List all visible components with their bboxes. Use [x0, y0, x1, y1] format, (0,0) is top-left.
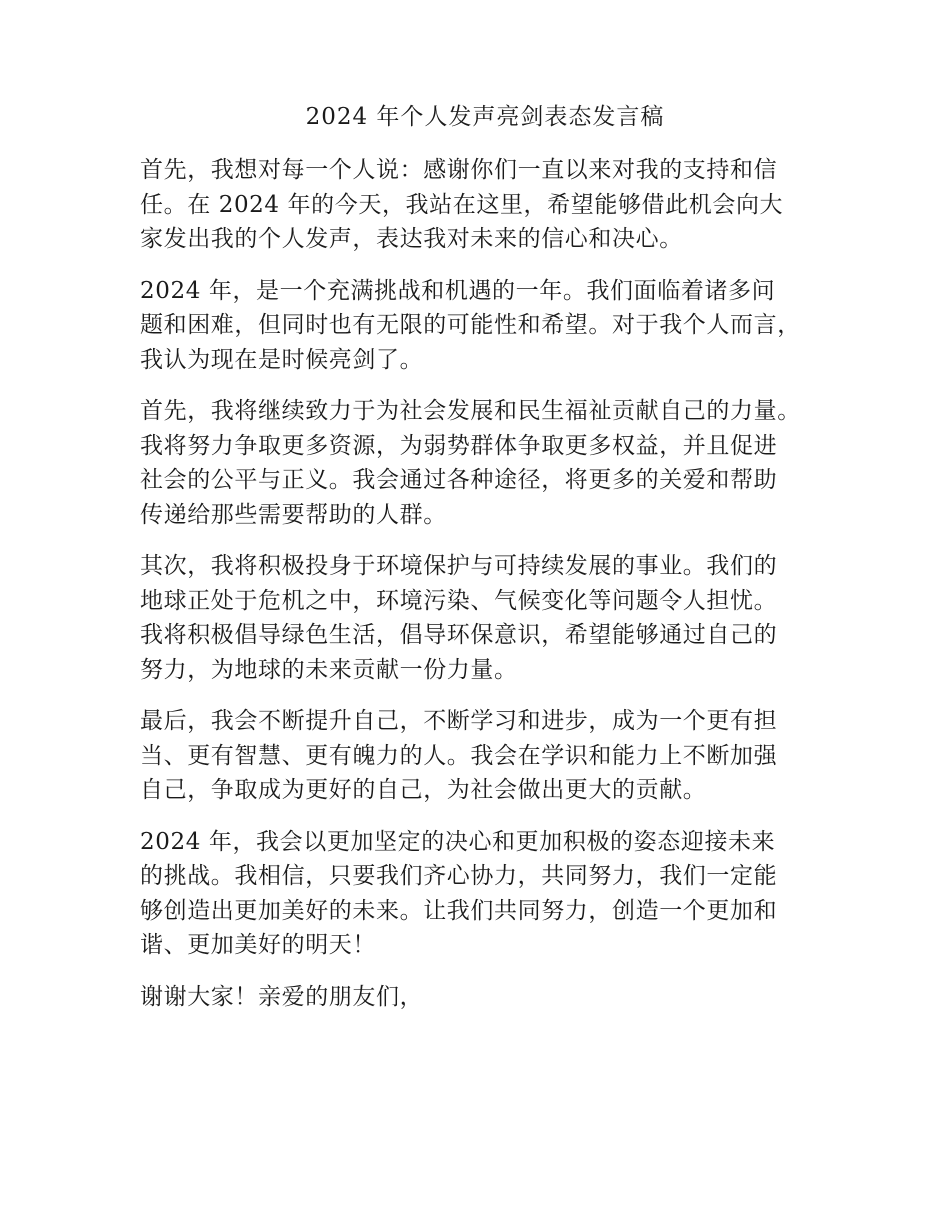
- document-title: 2024 年个人发声亮剑表态发言稿: [305, 104, 665, 130]
- paragraph-3: 首先，我将继续致力于为社会发展和民生福祉贡献自己的力量。 我将努力争取更多资源，为弱势群体争取更多权益，并且促进 社会的公平与正义。我会通过各种途径，将更多的关爱和帮助 传递给那些需要帮助的人群。: [140, 398, 801, 528]
- paragraph-7: 谢谢大家！亲爱的朋友们，: [140, 983, 424, 1010]
- paragraph-2: 2024 年，是一个充满挑战和机遇的一年。我们面临着诸多问 题和困难，但同时也有无限的可能性和希望。对于我个人而言， 我认为现在是时候亮剑了。: [140, 277, 801, 373]
- paragraph-6: 2024 年，我会以更加坚定的决心和更加积极的姿态迎接未来 的挑战。我相信，只要我们齐心协力，共同努力，我们一定能 够创造出更加美好的未来。让我们共同努力，创造一个更加和 谐、更加美好的明天！: [140, 828, 778, 958]
- paragraph-4: 其次，我将积极投身于环境保护与可持续发展的事业。我们的 地球正处于危机之中，环境污染、气候变化等问题令人担忧。 我将积极倡导绿色生活，倡导环保意识，希望能够通过自己的 努力，为地球的未来贡献一份力量。: [140, 553, 778, 683]
- document-page: [140, 100, 830, 1031]
- paragraph-1: 首先，我想对每一个人说：感谢你们一直以来对我的支持和信 任。在 2024 年的今天，我站在这里，希望能够借此机会向大 家发出我的个人发声，表达我对未来的信心和决心。: [140, 157, 784, 252]
- paragraph-5: 最后，我会不断提升自己，不断学习和进步，成为一个更有担 当、更有智慧、更有魄力的人。我会在学识和能力上不断加强 自己，争取成为更好的自己，为社会做出更大的贡献。: [140, 708, 778, 803]
